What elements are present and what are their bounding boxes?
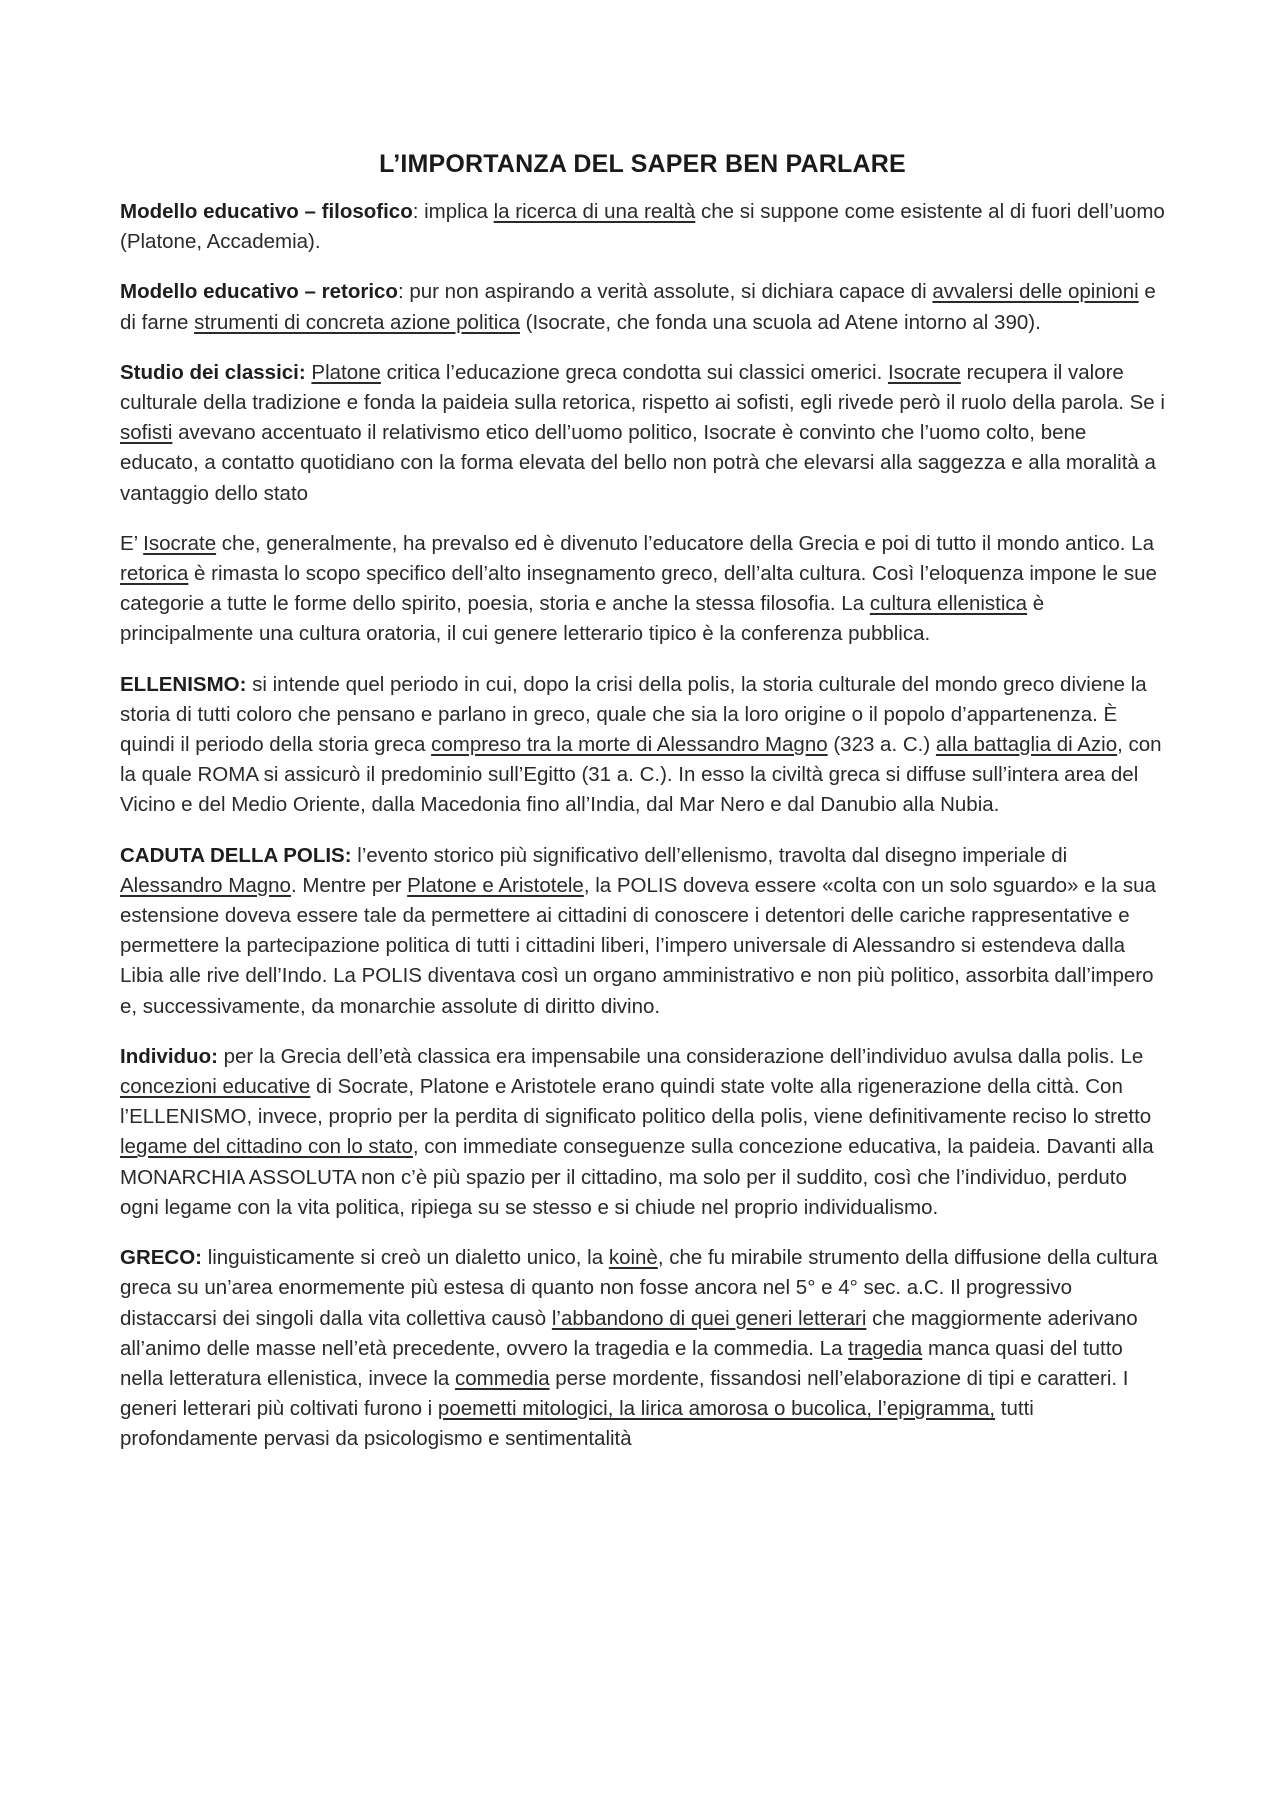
underlined-text: Isocrate (143, 531, 217, 555)
paragraph-label: Studio dei classici: (120, 360, 306, 384)
underlined-text: avvalersi delle opinioni (932, 280, 1139, 304)
underlined-text: la ricerca di una realtà (493, 200, 696, 223)
underlined-text: l’abbandono di quei generi letterari (551, 1306, 867, 1330)
paragraph (120, 1243, 1165, 1454)
paragraph (120, 1042, 1165, 1223)
body-text: l’evento storico più significativo dell’ellenismo, travolta dal disegno imperiale di (351, 843, 1068, 867)
paragraph-label: GRECO: (120, 1246, 202, 1270)
paragraph-list (120, 197, 1165, 1455)
underlined-text: Alessandro Magno (120, 873, 291, 897)
underlined-text: poemetti mitologici, la lirica amorosa o bucolica, l’epigramma, (437, 1397, 996, 1421)
underlined-text: alla battaglia di Azio (935, 733, 1118, 757)
body-text: (323 a. C.) (827, 733, 936, 757)
underlined-text: commedia (455, 1366, 550, 1390)
paragraph (120, 529, 1165, 650)
body-text: che, generalmente, ha prevalso ed è divenuto l’educatore della Grecia e poi di tutto il mondo antico. La (216, 531, 1154, 555)
body-text: linguisticamente si creò un dialetto unico, la (202, 1246, 609, 1270)
paragraph-label: Modello educativo – filosofico (120, 200, 413, 223)
document-page (120, 150, 1165, 1475)
body-text: , la POLIS doveva essere «colta con un solo sguardo» e la sua estensione doveva essere tale da permettere ai cittadini di conoscere i detentori delle cariche rappresentative e permettere la partecipazione politica di tutti i cittadini liberi, l’impero universale di Alessandro si estendeva dalla Libia alle rive dell’Indo. La POLIS diventava così un organo amministrativo e non più politico, assorbita dall’impero e, successivamente, da monarchie assolute di diritto divino. (120, 873, 1156, 1018)
body-text: E’ (120, 531, 144, 555)
body-text: di Socrate, Platone e Aristotele erano quindi state volte alla rigenerazione della città. Con l’ELLENISMO, invece, proprio per la perdita di significato politico della polis, viene definitivamente reciso lo stretto (120, 1075, 1152, 1129)
body-text: , con la quale ROMA si assicurò il predominio sull’Egitto (31 a. C.). In esso la civiltà greca si diffuse sull’intera area del Vicino e del Medio Oriente, dalla Macedonia fino all’India, dal Mar Nero e dal Danubio alla Nubia. (120, 733, 1162, 817)
body-text: : pur non aspirando a verità assolute, si dichiara capace di (397, 280, 933, 304)
underlined-text: strumenti di concreta azione politica (194, 310, 520, 334)
underlined-text: koinè (608, 1246, 658, 1270)
page-title: L’IMPORTANZA DEL SAPER BEN PARLARE (379, 150, 906, 178)
body-text: che si suppone come esistente al di fuori dell’uomo (Platone, Accademia). (120, 200, 1165, 254)
body-text: , con immediate conseguenze sulla concezione educativa, la paideia. Davanti alla MONARCHIA ASSOLUTA non c’è più spazio per il cittadino, ma solo per il suddito, così che l’individuo, perduto ogni legame con la vita politica, ripiega su se stesso e si chiude nel proprio individualismo. (120, 1135, 1154, 1219)
paragraph (120, 358, 1165, 509)
body-text: tutti profondamente pervasi da psicologismo e sentimentalità (120, 1397, 1034, 1451)
body-text: recupera il valore culturale della tradizione e fonda la paideia sulla retorica, rispetto ai sofisti, egli rivede però il ruolo della parola. Se i (120, 360, 1165, 415)
underlined-text: tragedia (848, 1336, 923, 1360)
body-text: è rimasta lo scopo specifico dell’alto insegnamento greco, dell’alta cultura. Così l’eloquenza impone le sue categorie a tutte le forme dello spirito, poesia, storia e anche la stessa filosofia. La (120, 562, 1157, 616)
paragraph-label: ELLENISMO: (120, 672, 247, 696)
underlined-text: legame del cittadino con lo stato (120, 1135, 413, 1159)
body-text: si intende quel periodo in cui, dopo la crisi della polis, la storia culturale del mondo greco diviene la storia di tutti coloro che pensano e parlano in greco, quale che sia la loro origine o il popolo d’appartenenza. È quindi il periodo della storia greca (120, 672, 1147, 757)
paragraph (120, 197, 1165, 257)
body-text: , che fu mirabile strumento della diffusione della cultura greca su un’area enormemente più estesa di quanto non fosse ancora nel 5° e 4° sec. a.C. Il progressivo distaccarsi dei singoli dalla vita collettiva causò (120, 1246, 1158, 1330)
body-text: è principalmente una cultura oratoria, il cui genere letterario tipico è la conferenza pubblica. (120, 592, 1045, 646)
body-text: (Isocrate, che fonda una scuola ad Atene intorno al 390). (519, 310, 1041, 334)
paragraph-label: CADUTA DELLA POLIS: (120, 843, 352, 867)
body-text: perse mordente, fissandosi nell’elaborazione di tipi e caratteri. I generi letterari più coltivati furono i (120, 1366, 1129, 1421)
body-text: manca quasi del tutto nella letteratura ellenistica, invece la (120, 1336, 1123, 1390)
underlined-text: sofisti (120, 421, 173, 445)
paragraph-label: Modello educativo – retorico (120, 280, 398, 304)
underlined-text: compreso tra la morte di Alessandro Magno (431, 733, 828, 757)
body-text: per la Grecia dell’età classica era impensabile una considerazione dell’individuo avulsa dalla polis. Le (217, 1044, 1144, 1068)
underlined-text: cultura ellenistica (869, 592, 1028, 616)
paragraph-label: Individuo: (120, 1044, 218, 1068)
underlined-text: Isocrate (887, 360, 961, 384)
underlined-text: retorica (120, 562, 189, 586)
body-text: che maggiormente aderivano all’animo delle masse nell’età precedente, ovvero la tragedia e la commedia. La (120, 1306, 1138, 1360)
body-text: e di farne (120, 280, 1156, 334)
paragraph (120, 841, 1165, 1022)
body-text: . Mentre per (290, 873, 408, 897)
paragraph (120, 670, 1165, 821)
underlined-text: concezioni educative (120, 1075, 311, 1099)
paragraph (120, 277, 1165, 337)
body-text: critica l’educazione greca condotta sui classici omerici. (380, 360, 888, 384)
underlined-text: Platone (311, 360, 381, 384)
body-text: avevano accentuato il relativismo etico dell’uomo politico, Isocrate è convinto che l’uomo colto, bene educato, a contatto quotidiano con la forma elevata del bello non potrà che elevarsi alla saggezza e alla moralità a vantaggio dello stato (120, 421, 1156, 505)
underlined-text: Platone e Aristotele (407, 873, 584, 897)
body-text: : implica (412, 200, 494, 223)
